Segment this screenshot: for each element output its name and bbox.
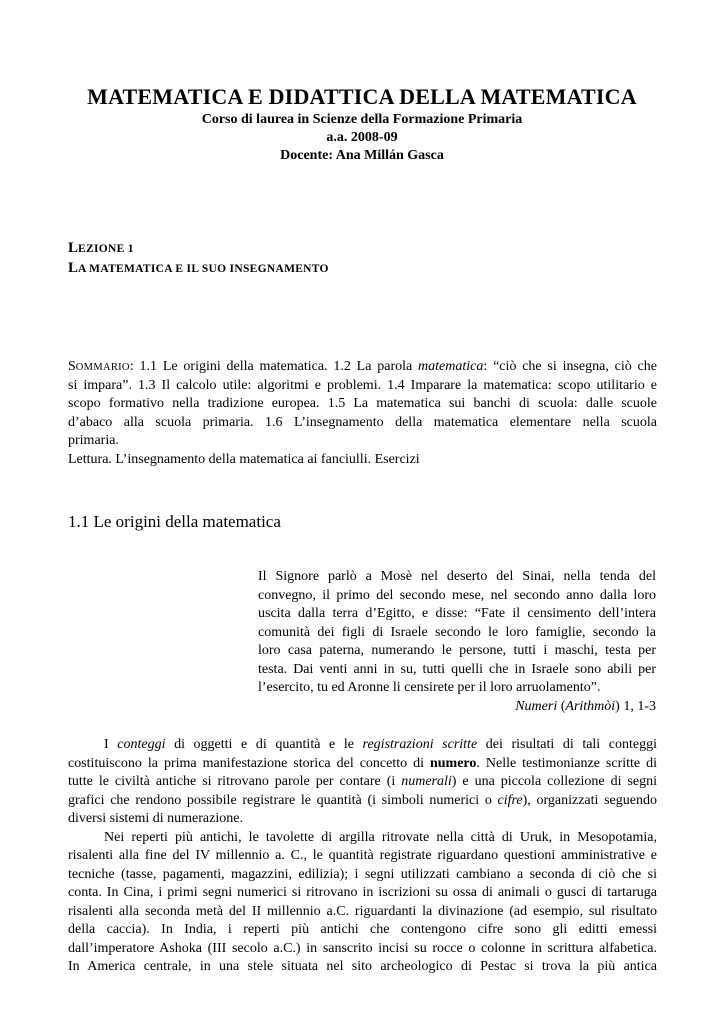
summary-line: si impara”. 1.3 Il calcolo utile: algoritmi e problemi. 1.4 Imparare la matematica: scopo utilitario e <box>68 377 657 393</box>
summary-line: d’abaco alla scuola primaria. 1.6 L’insegnamento della matematica elementare nella scuola <box>68 414 657 430</box>
body-line: In America centrale, in una stele situata nel sito archeologico di Pestac si trova la più antica <box>68 959 657 974</box>
quote-line: l’esercito, tu ed Aronne li censirete per il loro arruolamento”. <box>258 680 601 695</box>
section-heading: 1.1 Le origini della matematica <box>68 512 281 531</box>
epigraph-quote <box>258 568 656 716</box>
summary-line: scopo formativo nella tradizione europea. 1.5 La matematica sui banchi di scuola: dalle scuole <box>68 396 657 411</box>
course-name: Corso di laurea in Scienze della Formazione Primaria <box>201 112 523 127</box>
quote-line: convegno, il primo del secondo mese, nel secondo anno dalla loro <box>258 587 656 603</box>
body-line: dall’imperatore Ashoka (III secolo a.C.) in sanscrito incisi su rocce o colonne in scrittura alfabetica. <box>68 940 657 956</box>
body-paragraph-1 <box>68 736 657 829</box>
summary-line: primaria. <box>68 433 119 448</box>
academic-year: a.a. 2008-09 <box>326 130 398 145</box>
quote-line: comunità dei figli di Israele secondo le loro famiglie, secondo la <box>258 624 656 640</box>
quote-reference: Numeri (Arithmòi) 1, 1-3 <box>515 698 656 714</box>
summary-paragraph <box>68 358 657 469</box>
body-line: risalenti alla fine del IV millennio a. C., le quantità registrate riguardano questioni amministrative e <box>68 848 657 863</box>
reading-line: Lettura. L’insegnamento della matematica ai fanciulli. Esercizi <box>68 451 420 467</box>
body-line: I conteggi di oggetti e di quantità e le registrazioni scritte dei risultati di tali conteggi <box>104 737 657 752</box>
body-paragraph-2 <box>68 829 657 977</box>
quote-line: Il Signore parlò a Mosè nel deserto del Sinai, nella tenda del <box>258 569 656 584</box>
body-line: Nei reperti più antichi, le tavolette di argilla ritrovate nella città di Uruk, in Mesopotamia, <box>104 829 657 845</box>
body-line: conta. In Cina, i primi segni numerici si ritrovano in iscrizioni su ossa di animali o gusci di tartaruga <box>68 885 657 900</box>
lesson-number: LEZIONE 1 <box>68 240 134 256</box>
body-line: costituiscono la prima manifestazione storica del concetto di numero. Nelle testimonianze scritte di <box>68 755 657 771</box>
lesson-title: LA MATEMATICA E IL SUO INSEGNAMENTO <box>68 260 329 276</box>
document-title: MATEMATICA E DIDATTICA DELLA MATEMATICA <box>87 84 637 109</box>
body-line: diversi sistemi di numerazione. <box>68 811 243 826</box>
body-line: tutte le civiltà antiche si ritrovano parole per contare (i numerali) e una piccola collezione di segni <box>68 774 657 789</box>
summary-line: SOMMARIO: 1.1 Le origini della matematica. 1.2 La parola matematica: “ciò che si insegna, ciò che <box>68 359 657 374</box>
quote-line: testa. Dai venti anni in su, tutti quelli che in Israele sono abili per <box>258 661 656 677</box>
body-line: grafici che rendono possibile registrare le quantità (i simboli numerici o cifre), organizzati seguendo <box>68 792 657 808</box>
quote-line: uscita dalla terra d’Egitto, e disse: “Fate il censimento dell’intera <box>258 606 656 621</box>
body-line: tecniche (tasse, pagamenti, magazzini, edilizia); i segni utilizzati cambiano a seconda di ciò che si <box>68 866 657 882</box>
quote-line: loro casa paterna, numerando le persone, tutti i maschi, testa per <box>258 643 656 658</box>
body-line: risalenti alla seconda metà del II millennio a.C. riguardanti la divinazione (ad esempio, sul risultato <box>68 903 657 919</box>
teacher-name: Docente: Ana Millán Gasca <box>280 148 444 163</box>
body-line: della caccia). In India, i reperti più antichi che contengono cifre sono gli editti emessi <box>68 922 657 937</box>
